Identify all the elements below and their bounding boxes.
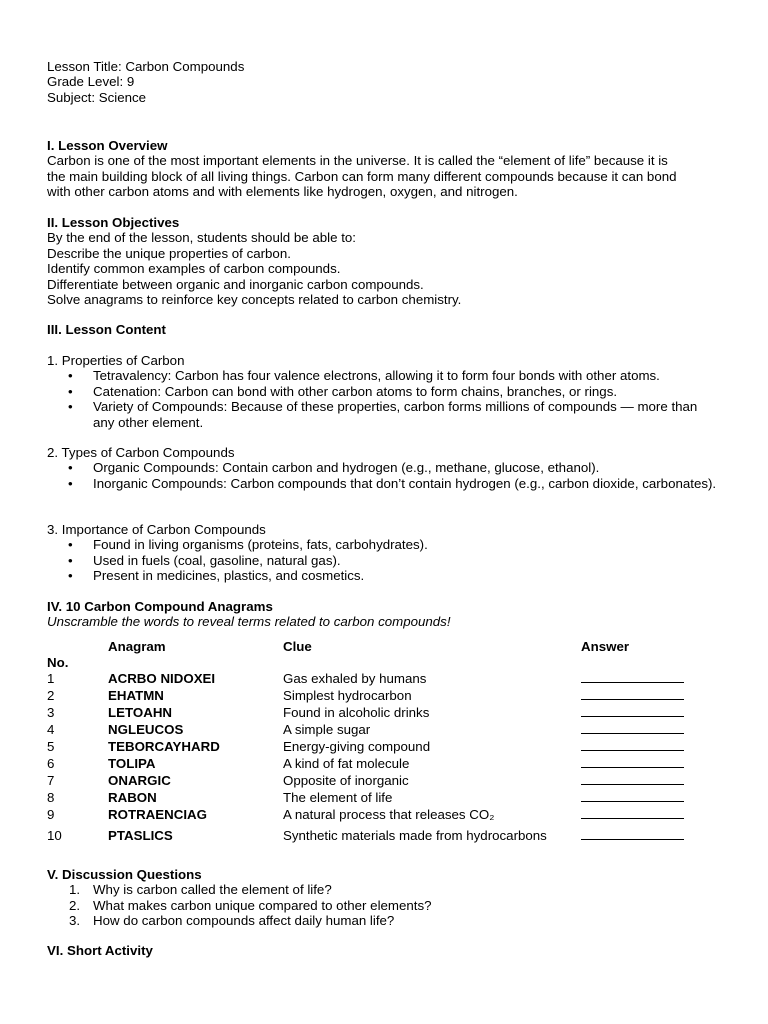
row-number: 9 — [47, 807, 55, 822]
row-number: 5 — [47, 739, 55, 754]
anagrams-instruction: Unscramble the words to reveal terms related to carbon compounds! — [47, 614, 451, 630]
row-number: 1 — [47, 671, 55, 686]
table-header-row — [47, 637, 691, 670]
answer-blank[interactable] — [581, 721, 691, 738]
objective-line: Describe the unique properties of carbon. — [47, 245, 291, 261]
question-text: How do carbon compounds affect daily human life? — [93, 913, 395, 929]
anagram-clue: Opposite of inorganic — [283, 773, 409, 788]
bullet-item — [47, 476, 727, 491]
anagram-word: LETOAHN — [108, 705, 173, 720]
column-header-answer: Answer — [581, 639, 630, 654]
anagrams-section — [47, 599, 727, 630]
bullet-list — [47, 460, 727, 491]
list-item — [47, 882, 727, 897]
row-number: 2 — [47, 688, 55, 703]
answer-blank[interactable] — [581, 704, 691, 721]
bullet-item — [47, 368, 727, 383]
anagram-clue: A simple sugar — [283, 722, 371, 737]
bullet-text: Found in living organisms (proteins, fats, carbohydrates). — [93, 537, 428, 553]
types-section — [47, 445, 727, 491]
column-header-clue: Clue — [283, 639, 312, 654]
bullet-item — [47, 399, 727, 430]
answer-blank[interactable] — [581, 670, 691, 687]
bullet-text: Variety of Compounds: Because of these properties, carbon forms millions of compounds — more than any other element. — [93, 399, 698, 430]
answer-blank[interactable] — [581, 823, 691, 848]
anagram-word: PTASLICS — [108, 828, 173, 843]
anagram-word: TOLIPA — [108, 756, 156, 771]
bullet-item — [47, 537, 727, 552]
objective-line: By the end of the lesson, students should be able to: — [47, 230, 356, 246]
anagram-clue: A kind of fat molecule — [283, 756, 410, 771]
bullet-text: Used in fuels (coal, gasoline, natural gas). — [93, 552, 341, 568]
column-header-no: No. — [47, 654, 69, 670]
question-number: 2. — [69, 897, 81, 913]
subject: Subject: Science — [47, 89, 147, 105]
overview-line: the main building block of all living things. Carbon can form many different compounds because it can bond — [47, 168, 677, 184]
anagram-word: TEBORCAYHARD — [108, 739, 220, 754]
question-number: 1. — [69, 882, 81, 898]
section-title: 2. Types of Carbon Compounds — [47, 445, 235, 460]
overview-section — [47, 138, 727, 200]
table-row — [47, 823, 691, 848]
row-number: 7 — [47, 773, 55, 788]
importance-section — [47, 522, 727, 584]
content-heading-block — [47, 322, 727, 337]
anagram-clue: A natural process that releases CO₂ — [283, 807, 495, 822]
objectives-section — [47, 215, 727, 307]
section-title: 1. Properties of Carbon — [47, 353, 185, 368]
content-heading: III. Lesson Content — [47, 322, 166, 337]
table-row — [47, 721, 691, 738]
properties-section — [47, 353, 727, 430]
lesson-header — [47, 59, 727, 105]
question-list — [47, 882, 727, 928]
anagram-table — [47, 637, 691, 848]
column-header-anagram: Anagram — [108, 639, 166, 654]
activity-section — [47, 943, 727, 958]
anagram-word: ROTRAENCIAG — [108, 807, 207, 822]
objective-line: Differentiate between organic and inorganic carbon compounds. — [47, 276, 424, 292]
answer-blank[interactable] — [581, 772, 691, 789]
list-item — [47, 913, 727, 928]
table-row — [47, 670, 691, 687]
anagram-clue: Synthetic materials made from hydrocarbons — [283, 828, 547, 843]
objective-line: Solve anagrams to reinforce key concepts related to carbon chemistry. — [47, 292, 462, 308]
bullet-text: Organic Compounds: Contain carbon and hydrogen (e.g., methane, glucose, ethanol). — [93, 460, 600, 476]
table-row — [47, 687, 691, 704]
anagram-word: RABON — [108, 790, 157, 805]
objective-line: Identify common examples of carbon compounds. — [47, 261, 341, 277]
anagram-word: NGLEUCOS — [108, 722, 184, 737]
bullet-item — [47, 460, 727, 475]
row-number: 6 — [47, 756, 55, 771]
bullet-text: Present in medicines, plastics, and cosmetics. — [93, 568, 365, 584]
question-text: Why is carbon called the element of life? — [93, 882, 332, 898]
anagram-word: ONARGIC — [108, 773, 171, 788]
answer-blank[interactable] — [581, 738, 691, 755]
bullet-text: Inorganic Compounds: Carbon compounds that don’t contain hydrogen (e.g., carbon dioxide, carbonates). — [93, 475, 717, 491]
anagram-clue: Energy-giving compound — [283, 739, 431, 754]
bullet-item — [47, 384, 727, 399]
row-number: 3 — [47, 705, 55, 720]
answer-blank[interactable] — [581, 806, 691, 823]
anagrams-heading: IV. 10 Carbon Compound Anagrams — [47, 599, 273, 614]
table-row — [47, 772, 691, 789]
anagram-clue: Found in alcoholic drinks — [283, 705, 430, 720]
table-row — [47, 755, 691, 772]
anagram-clue: Simplest hydrocarbon — [283, 688, 412, 703]
overview-heading: I. Lesson Overview — [47, 138, 168, 153]
answer-blank[interactable] — [581, 789, 691, 806]
bullet-item — [47, 568, 727, 583]
discussion-section — [47, 867, 727, 929]
grade-level: Grade Level: 9 — [47, 74, 135, 90]
table-row — [47, 704, 691, 721]
bullet-text: Tetravalency: Carbon has four valence electrons, allowing it to form four bonds with other atoms. — [93, 368, 660, 384]
bullet-text: Catenation: Carbon can bond with other carbon atoms to form chains, branches, or rings. — [93, 383, 618, 399]
list-item — [47, 898, 727, 913]
lesson-title: Lesson Title: Carbon Compounds — [47, 59, 245, 74]
row-number: 10 — [47, 828, 62, 843]
question-number: 3. — [69, 913, 81, 929]
overview-line: with other carbon atoms and with elements like hydrogen, oxygen, and nitrogen. — [47, 184, 518, 200]
bullet-list — [47, 537, 727, 583]
question-text: What makes carbon unique compared to other elements? — [93, 897, 432, 913]
table-row — [47, 806, 691, 823]
discussion-heading: V. Discussion Questions — [47, 867, 202, 882]
bullet-list — [47, 368, 727, 430]
bullet-item — [47, 553, 727, 568]
answer-blank[interactable] — [581, 687, 691, 704]
overview-line: Carbon is one of the most important elements in the universe. It is called the “element of life” because it is — [47, 153, 668, 169]
answer-blank[interactable] — [581, 755, 691, 772]
anagram-clue: Gas exhaled by humans — [283, 671, 427, 686]
anagram-word: EHATMN — [108, 688, 164, 703]
table-row — [47, 789, 691, 806]
anagram-clue: The element of life — [283, 790, 393, 805]
section-title: 3. Importance of Carbon Compounds — [47, 522, 266, 537]
anagram-word: ACRBO NIDOXEI — [108, 671, 216, 686]
row-number: 4 — [47, 722, 55, 737]
table-row — [47, 738, 691, 755]
objectives-heading: II. Lesson Objectives — [47, 215, 180, 230]
row-number: 8 — [47, 790, 55, 805]
activity-heading: VI. Short Activity — [47, 943, 153, 958]
